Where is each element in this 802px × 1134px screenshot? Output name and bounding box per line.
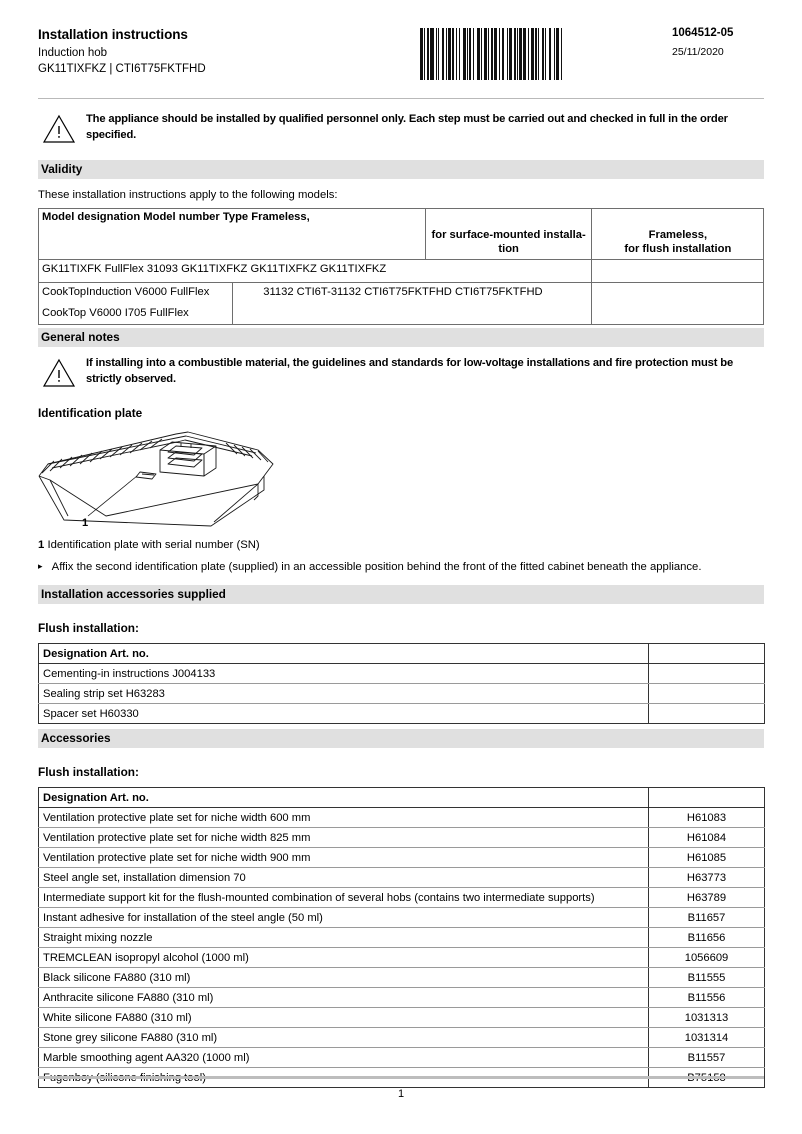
cell-art-no: H61085 (649, 848, 765, 868)
document-date: 25/11/2020 (672, 46, 724, 58)
model-table-header-flush (591, 209, 763, 260)
table-row (39, 948, 765, 968)
cell-art-no: H61083 (649, 808, 765, 828)
flush-header-line2: for flush installation (624, 243, 732, 255)
table-row (39, 684, 765, 704)
cell-art-no: B11557 (649, 1048, 765, 1068)
document-number: 1064512-05 (672, 27, 734, 39)
combustible-material-warning (38, 356, 764, 387)
cell-art-no: B11556 (649, 988, 765, 1008)
qualified-personnel-warning-text: The appliance should be installed by qualified personnel only. Each step must be carried out and checked in full in the order specified. (86, 113, 728, 141)
identification-plate-heading: Identification plate (38, 406, 143, 420)
cell-art-no: H63789 (649, 888, 765, 908)
table-row (39, 868, 765, 888)
column-header-designation: Designation Art. no. (39, 788, 649, 808)
page-title: Installation instructions (38, 27, 188, 42)
figure-callout-1: 1 (82, 517, 89, 529)
identification-plate-caption (38, 538, 764, 553)
accessories-table (38, 787, 765, 1088)
cell-designation: Marble smoothing agent AA320 (1000 ml) (39, 1048, 649, 1068)
barcode (420, 28, 564, 80)
installation-accessories-table (38, 643, 765, 724)
document-header (38, 26, 764, 94)
table-row (39, 988, 765, 1008)
cell-designation: Ventilation protective plate set for niche width 900 mm (39, 848, 649, 868)
table-row (39, 1008, 765, 1028)
installation-accessories-subheading: Flush installation: (38, 621, 139, 635)
section-header-accessories: Accessories (38, 729, 764, 748)
model-row-2-overflow: 31132 CTI6T-31132 CTI6T75FKTFHD CTI6T75FKTFHD (233, 283, 591, 325)
header-divider (38, 98, 764, 99)
validity-model-table (38, 208, 764, 325)
model-row-2-designation (39, 283, 233, 325)
cell-art-no: 1056609 (649, 948, 765, 968)
cell-art-no: H63773 (649, 868, 765, 888)
cell-designation: Black silicone FA880 (310 ml) (39, 968, 649, 988)
cell-designation: Spacer set H60330 (39, 704, 649, 724)
cell-designation: White silicone FA880 (310 ml) (39, 1008, 649, 1028)
cell-designation: Anthracite silicone FA880 (310 ml) (39, 988, 649, 1008)
table-header-row (39, 209, 764, 260)
caption-number: 1 (38, 539, 45, 551)
footer-divider (38, 1076, 764, 1079)
cell-designation: Instant adhesive for installation of the steel angle (50 ml) (39, 908, 649, 928)
cell-designation: Stone grey silicone FA880 (310 ml) (39, 1028, 649, 1048)
cell-designation: Intermediate support kit for the flush-mounted combination of several hobs (contains two intermediate supports) (39, 888, 649, 908)
cell-designation: Steel angle set, installation dimension 70 (39, 868, 649, 888)
page-number: 1 (397, 1088, 405, 1100)
table-header-row (39, 644, 765, 664)
product-type: Induction hob (38, 47, 108, 59)
section-header-general-notes: General notes (38, 328, 764, 347)
cell-art-no (649, 664, 765, 684)
table-row (39, 1028, 765, 1048)
section-header-validity: Validity (38, 160, 764, 179)
table-row (39, 704, 765, 724)
warning-triangle-icon (42, 358, 76, 388)
accessories-table-body (39, 808, 765, 1088)
header-meta (564, 26, 764, 60)
installation-accessories-table-body (39, 664, 765, 724)
table-header-row (39, 788, 765, 808)
model-row-1-overflow: GK11TIXFK FullFlex 31093 GK11TIXFKZ GK11TIXFKZ GK11TIXFKZ (39, 260, 592, 283)
warning-triangle-icon (42, 114, 76, 144)
barcode-bar (562, 28, 564, 80)
cell-art-no (649, 684, 765, 704)
accessories-subheading: Flush installation: (38, 765, 139, 779)
table-row (39, 664, 765, 684)
model-row-2-flush (591, 283, 763, 325)
model-table-header-overflow: Model designation Model number Type Frameless, (39, 209, 426, 260)
table-row (39, 260, 764, 283)
table-row (39, 1048, 765, 1068)
table-row (39, 928, 765, 948)
table-row (39, 908, 765, 928)
hob-underside-diagram (36, 428, 326, 538)
cell-art-no: 1031313 (649, 1008, 765, 1028)
column-header-art-no (649, 788, 765, 808)
cell-designation: Straight mixing nozzle (39, 928, 649, 948)
cell-art-no: B11555 (649, 968, 765, 988)
cell-designation: TREMCLEAN isopropyl alcohol (1000 ml) (39, 948, 649, 968)
cell-designation: Ventilation protective plate set for niche width 825 mm (39, 828, 649, 848)
table-row (39, 968, 765, 988)
cell-designation: Cementing-in instructions J004133 (39, 664, 649, 684)
cell-art-no: H61084 (649, 828, 765, 848)
table-row (39, 808, 765, 828)
model-row-2-designation-line1: CookTopInduction V6000 FullFlex (42, 286, 210, 298)
table-row (39, 828, 765, 848)
cell-art-no: B11657 (649, 908, 765, 928)
combustible-material-warning-text: If installing into a combustible material, the guidelines and standards for low-voltage installations and fire protection must be strictly observed. (86, 357, 734, 385)
column-header-designation: Designation Art. no. (39, 644, 649, 664)
product-model-codes: GK11TIXFKZ | CTI6T75FKTFHD (38, 63, 206, 75)
cell-art-no (649, 704, 765, 724)
bullet-triangle-icon: ▸ (38, 561, 43, 571)
instruction-text: Affix the second identification plate (supplied) in an accessible position behind the front of the fitted cabinet beneath the appliance. (51, 561, 702, 573)
column-header-art-no (649, 644, 765, 664)
validity-intro: These installation instructions apply to the following models: (38, 189, 338, 201)
caption-text: Identification plate with serial number (SN) (47, 539, 260, 551)
model-row-2-designation-line2: CookTop V6000 I705 FullFlex (42, 307, 189, 319)
model-table-header-surface-mounted: for surface-mounted installa-tion (425, 209, 591, 260)
table-row (39, 283, 764, 325)
qualified-personnel-warning (38, 112, 764, 143)
table-row (39, 888, 765, 908)
identification-plate-instruction (38, 560, 764, 575)
cell-designation: Ventilation protective plate set for niche width 600 mm (39, 808, 649, 828)
cell-art-no: B11656 (649, 928, 765, 948)
flush-header-line1: Frameless, (648, 229, 708, 241)
table-row (39, 848, 765, 868)
cell-art-no: 1031314 (649, 1028, 765, 1048)
section-header-installation-accessories: Installation accessories supplied (38, 585, 764, 604)
model-row-1-flush (591, 260, 763, 283)
cell-designation: Sealing strip set H63283 (39, 684, 649, 704)
